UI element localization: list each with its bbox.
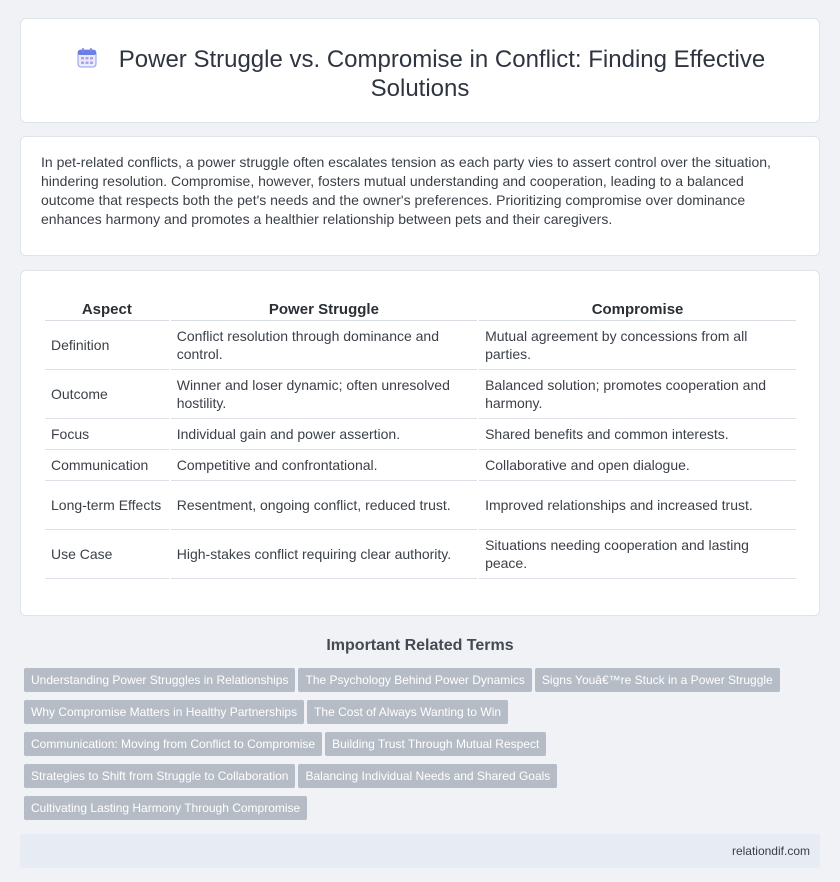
cell-power-struggle: Competitive and confrontational.: [171, 450, 477, 481]
table-row: [45, 370, 796, 419]
calendar-icon: [75, 46, 99, 70]
footer: [20, 834, 820, 868]
header-power-struggle: Power Struggle: [171, 297, 477, 321]
related-terms-title: Important Related Terms: [326, 637, 514, 654]
header-card: [20, 18, 820, 123]
cell-power-struggle: Conflict resolution through dominance and control.: [171, 321, 477, 370]
page-title: [21, 45, 819, 103]
related-term-tag[interactable]: Signs Youâ€™re Stuck in a Power Struggle: [535, 668, 780, 692]
cell-compromise: Balanced solution; promotes cooperation and harmony.: [479, 370, 796, 419]
cell-aspect: Communication: [45, 450, 169, 481]
cell-compromise: Mutual agreement by concessions from all parties.: [479, 321, 796, 370]
cell-aspect: Long-term Effects: [45, 481, 169, 530]
comparison-table: [43, 297, 798, 579]
cell-aspect: Definition: [45, 321, 169, 370]
table-header-row: [45, 297, 796, 321]
cell-power-struggle: Resentment, ongoing conflict, reduced trust.: [171, 481, 477, 530]
table-row: [45, 481, 796, 530]
related-term-tag[interactable]: Understanding Power Struggles in Relationships: [24, 668, 295, 692]
comparison-card: [20, 270, 820, 616]
table-row: [45, 530, 796, 579]
cell-power-struggle: Individual gain and power assertion.: [171, 419, 477, 450]
page-title-text: Power Struggle vs. Compromise in Conflict: Finding Effective Solutions: [118, 46, 766, 102]
intro-text: In pet-related conflicts, a power struggle often escalates tension as each party vies to assert control over the situation, hindering resolution. Compromise, however, fosters mutual understanding and cooperation, leading to a balanced outcome that respects both the pet's needs and the owner's preferences. Prioritizing compromise over dominance enhances harmony and promotes a healthier relationship between pets and their caregivers.: [41, 154, 771, 227]
cell-aspect: Use Case: [45, 530, 169, 579]
table-row: [45, 321, 796, 370]
table-row: [45, 419, 796, 450]
cell-aspect: Focus: [45, 419, 169, 450]
cell-compromise: Situations needing cooperation and lasting peace.: [479, 530, 796, 579]
related-term-tag[interactable]: Building Trust Through Mutual Respect: [325, 732, 546, 756]
cell-aspect: Outcome: [45, 370, 169, 419]
cell-compromise: Improved relationships and increased trust.: [479, 481, 796, 530]
cell-power-struggle: High-stakes conflict requiring clear authority.: [171, 530, 477, 579]
site-link[interactable]: relationdif.com: [731, 844, 810, 858]
related-terms-list: [20, 668, 820, 828]
related-term-tag[interactable]: The Psychology Behind Power Dynamics: [298, 668, 531, 692]
related-term-tag[interactable]: Why Compromise Matters in Healthy Partnerships: [24, 700, 304, 724]
cell-compromise: Collaborative and open dialogue.: [479, 450, 796, 481]
intro-card: [20, 136, 820, 256]
header-compromise: Compromise: [479, 297, 796, 321]
related-term-tag[interactable]: Cultivating Lasting Harmony Through Compromise: [24, 796, 307, 820]
related-term-tag[interactable]: Communication: Moving from Conflict to Compromise: [24, 732, 322, 756]
table-row: [45, 450, 796, 481]
header-aspect: Aspect: [45, 297, 169, 321]
related-term-tag[interactable]: The Cost of Always Wanting to Win: [307, 700, 508, 724]
related-term-tag[interactable]: Balancing Individual Needs and Shared Goals: [298, 764, 557, 788]
cell-power-struggle: Winner and loser dynamic; often unresolved hostility.: [171, 370, 477, 419]
cell-compromise: Shared benefits and common interests.: [479, 419, 796, 450]
related-term-tag[interactable]: Strategies to Shift from Struggle to Collaboration: [24, 764, 295, 788]
